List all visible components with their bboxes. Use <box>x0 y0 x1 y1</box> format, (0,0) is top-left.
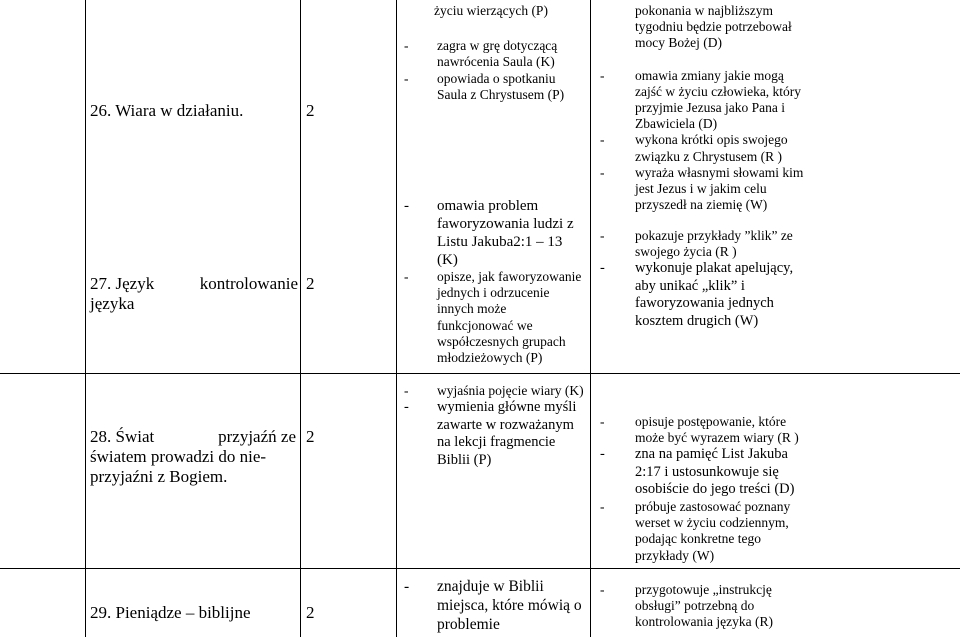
requirement-item: - omawia problem faworyzowania ludzi z Listu Jakuba2:1 – 13 (K) <box>404 198 574 268</box>
lesson-topic-27: 27. Język kontrolowanie języka <box>90 274 298 313</box>
requirement-item: - omawia zmiany jakie mogą zajść w życiu człowieka, który przyjmie Jezusa jako Pana i Zbawiciela (D) <box>600 67 802 132</box>
requirement-item: - wymienia główne myśli zawarte w rozważanym na lekcji fragmencie Biblii (P) <box>404 399 577 468</box>
lesson-topic-28: 28. Świat przyjaźń ze światem prowadzi do nie- przyjaźni z Bogiem. <box>90 427 296 486</box>
requirements-basic-26 <box>404 3 584 103</box>
table-border-col3 <box>396 0 397 637</box>
requirement-item: - zagra w grę dotyczącą nawrócenia Saula (K) <box>404 38 558 70</box>
requirement-item: - wykona krótki opis swojego związku z Chrystusem (R ) <box>600 132 788 164</box>
requirement-item: - wyraża własnymi słowami kim jest Jezus i w jakim celu przyszedł na ziemię (W) <box>600 164 804 213</box>
requirements-extended-27 <box>600 228 810 330</box>
requirement-item: - pokazuje przykłady ˮklik” ze swojego życia (R ) <box>600 228 793 260</box>
requirement-item: - przygotowuje „instrukcję obsługi” potrzebną do kontrolowania języka (R) <box>600 582 773 630</box>
requirement-item: - znajduje w Biblii miejsca, które mówią o problemie <box>404 578 582 633</box>
requirements-basic-28 <box>404 383 584 469</box>
requirements-basic-27 <box>404 197 584 366</box>
lesson-topic-29: 29. Pieniądze – biblijne <box>90 603 251 622</box>
lesson-hours-28: 2 <box>306 427 315 446</box>
requirements-basic-29 <box>404 577 584 634</box>
requirement-item: - próbuje zastosować poznany werset w życiu codziennym, podając konkretne tego przykłady (W) <box>600 498 791 563</box>
row-separator-29 <box>0 568 960 569</box>
requirement-item: - zna na pamięć List Jakuba 2:17 i ustosunkowuje się osobiście do jego treści (D) <box>600 446 795 498</box>
requirement-item: - opisze, jak faworyzowanie jednych i odrzucenie innych może funkcjonować we współczesnych grupach młodzieżowych (P) <box>404 269 582 366</box>
table-border-col4 <box>590 0 591 637</box>
requirement-item: - wyjaśnia pojęcie wiary (K) <box>404 383 584 398</box>
table-border-left <box>85 0 86 637</box>
requirement-item: - opisuje postępowanie, które może być wyrazem wiary (R ) <box>600 414 799 446</box>
row-separator-28 <box>0 373 960 374</box>
requirements-extended-26 <box>600 3 810 213</box>
table-border-col2 <box>300 0 301 637</box>
requirement-item: - wykonuje plakat apelujący, aby unikać „klik” i faworyzowania jednych kosztem drugich (W) <box>600 260 794 329</box>
requirement-item: - opowiada o spotkaniu Saula z Chrystusem (P) <box>404 70 565 102</box>
requirement-item: życiu wierzących (P) <box>434 3 548 18</box>
requirements-extended-28 <box>600 414 810 564</box>
lesson-hours-29: 2 <box>306 603 315 622</box>
lesson-hours-27: 2 <box>306 274 315 293</box>
lesson-topic-26: 26. Wiara w działaniu. <box>90 101 244 120</box>
requirement-item: pokonania w najbliższym tygodniu będzie potrzebował mocy Bożej (D) <box>635 3 792 51</box>
requirements-extended-29 <box>600 582 810 631</box>
lesson-hours-26: 2 <box>306 101 315 120</box>
